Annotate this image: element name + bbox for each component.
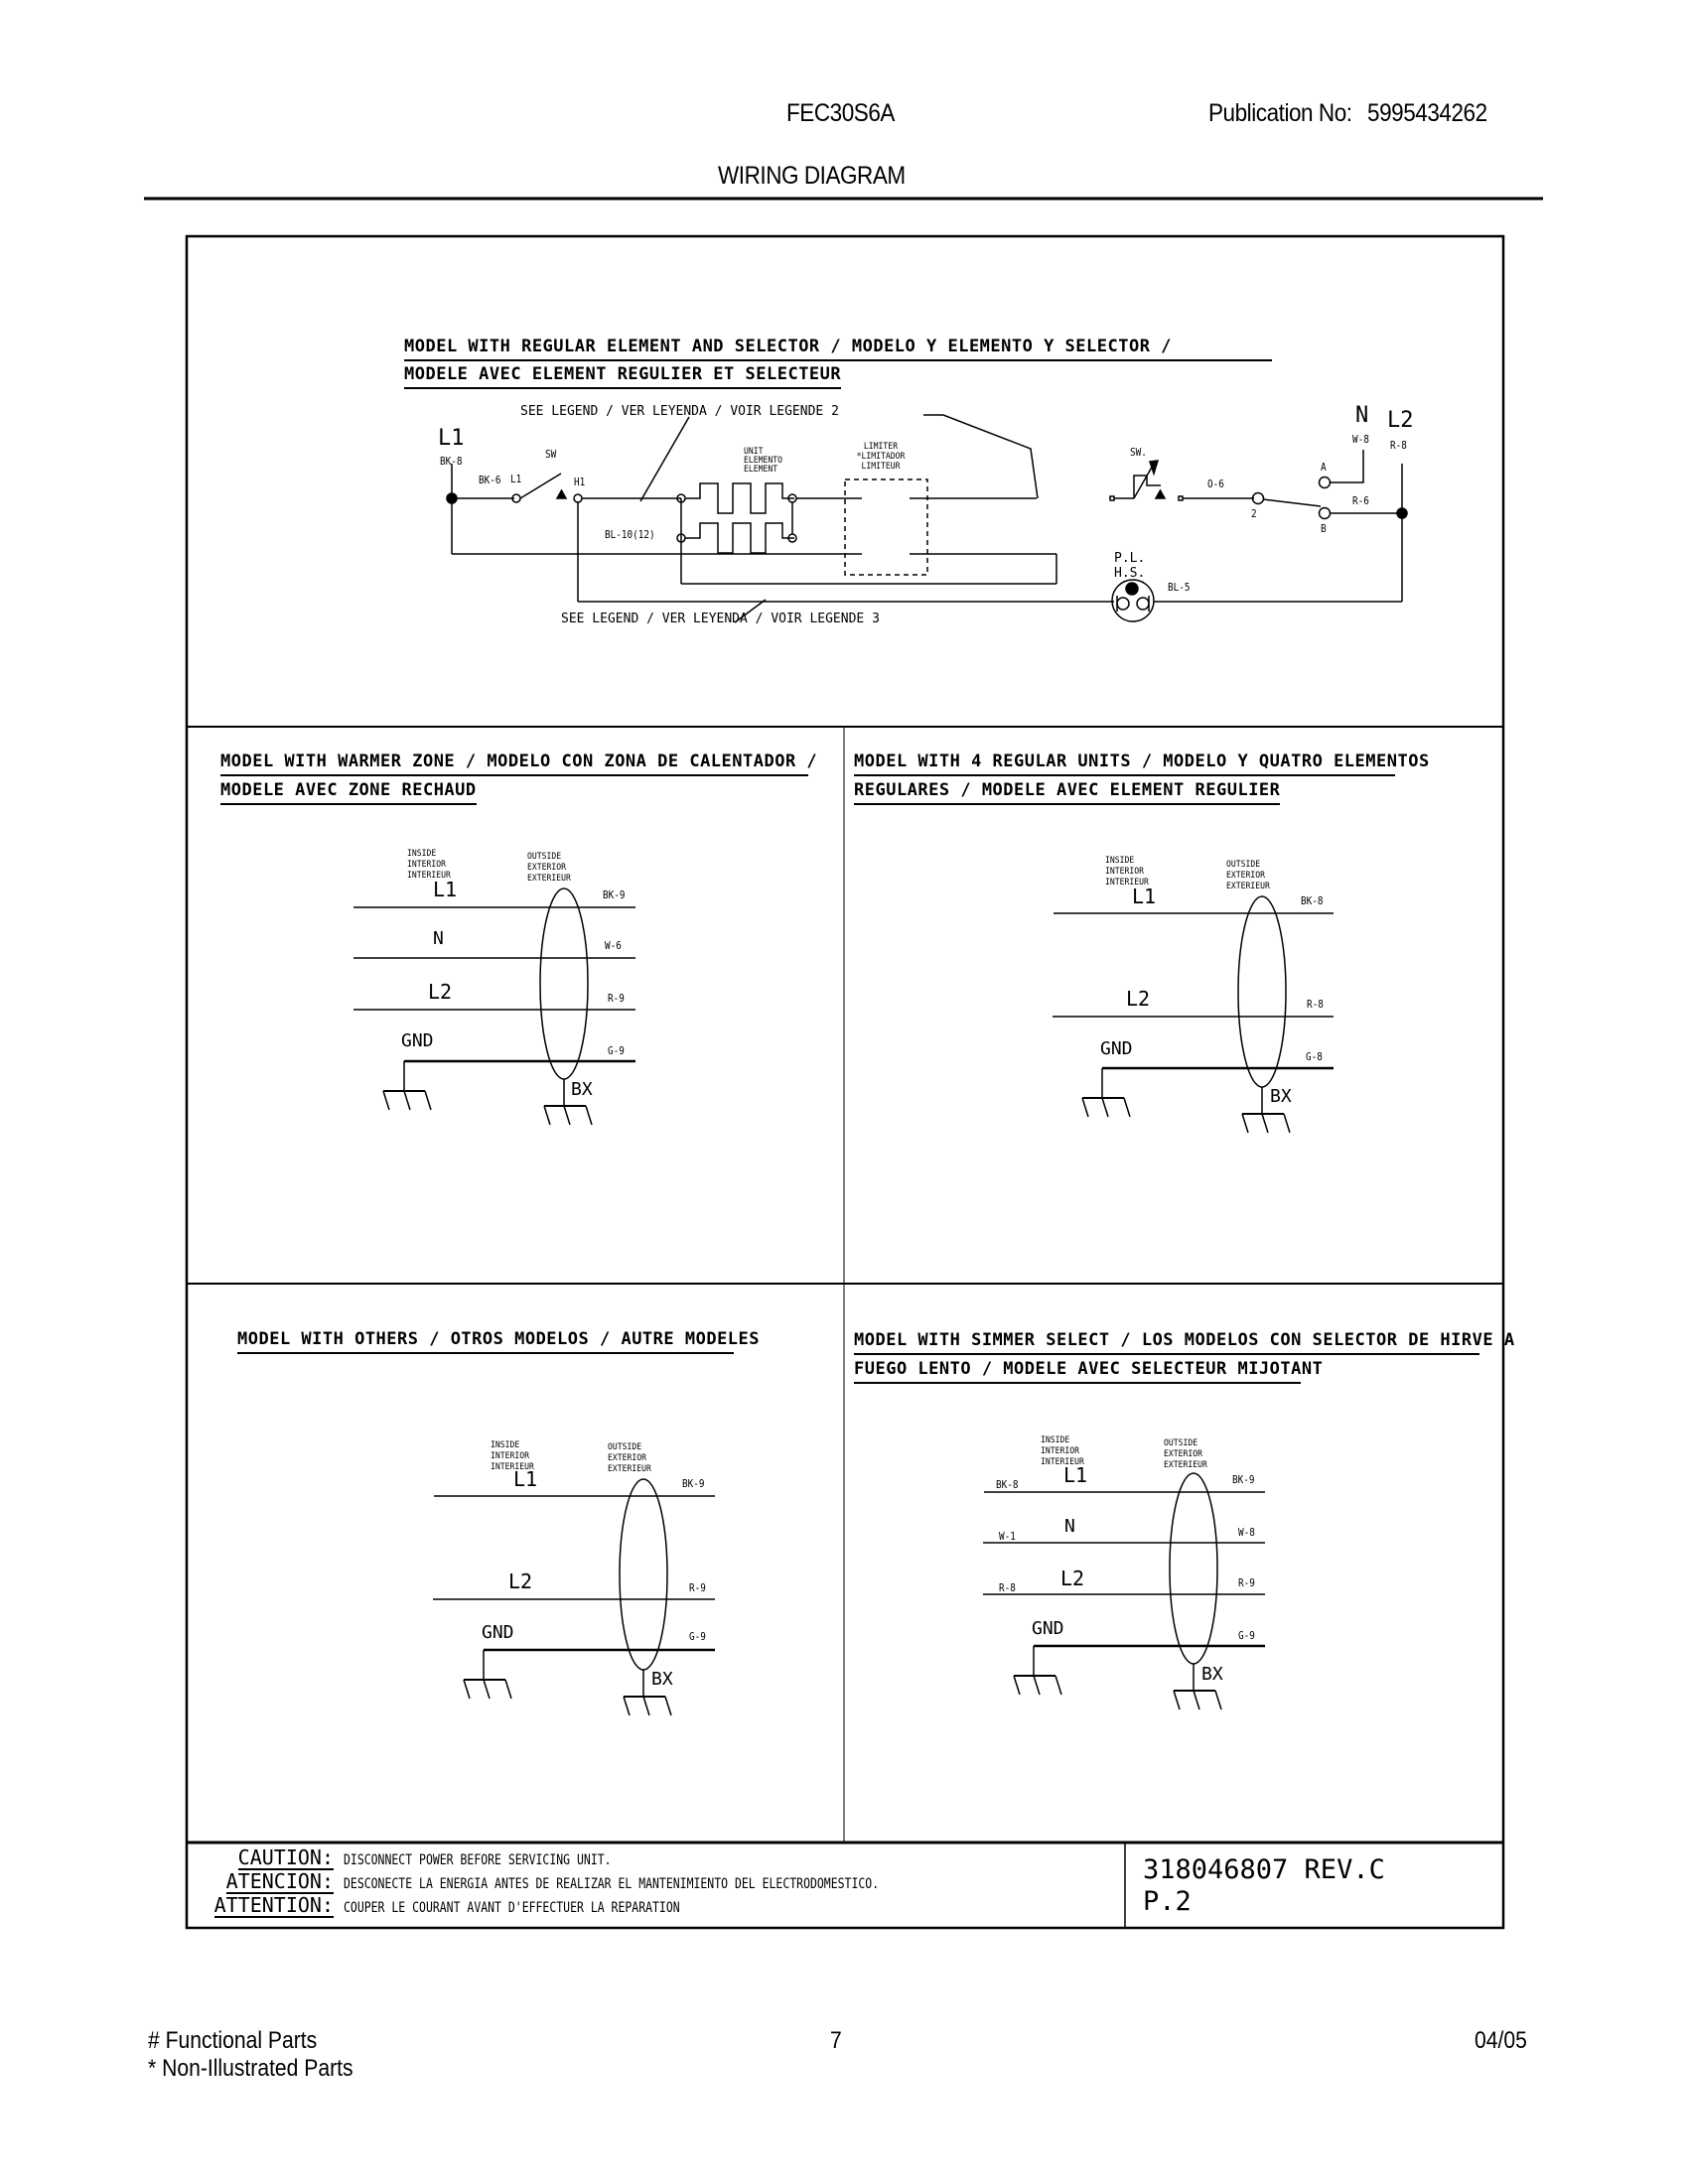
label-bl5: BL-5 — [1168, 581, 1191, 594]
simmer-bk8: BK-8 — [996, 1478, 1019, 1491]
outside-fr: EXTERIEUR — [1164, 1460, 1207, 1470]
four-units-bx: BX — [1270, 1086, 1292, 1107]
four-units-title-line2-text: REGULARES / MODELE AVEC ELEMENT REGULIER — [854, 782, 1280, 805]
label-unit-element — [744, 448, 782, 475]
outside-fr: EXTERIEUR — [527, 874, 571, 884]
publication-label: Publication No: — [1208, 99, 1352, 127]
label-n: N — [1355, 403, 1369, 428]
simmer-title-line2 — [854, 1359, 1324, 1384]
legend-3-note: SEE LEGEND / VER LEYENDA / VOIR LEGENDE 3 — [561, 612, 880, 626]
inside-fr: INTERIEUR — [1041, 1457, 1084, 1467]
label-element: ELEMENT — [744, 465, 778, 475]
simmer-title-line1 — [854, 1330, 1515, 1355]
label-pl: P.L. — [1114, 551, 1146, 566]
outside-es: EXTERIOR — [527, 863, 567, 873]
outside-es: EXTERIOR — [1164, 1449, 1203, 1459]
drawing-page: P.2 — [1143, 1886, 1192, 1917]
label-limiter-en: LIMITER — [863, 442, 899, 452]
four-units-l2: L2 — [1126, 987, 1151, 1011]
main-title-line1-text: MODEL WITH REGULAR ELEMENT AND SELECTOR / MODELO Y ELEMENTO Y SELECTOR / — [404, 339, 1272, 361]
warmer-zone-l1: L1 — [433, 878, 458, 901]
others-gnd: GND — [482, 1622, 514, 1643]
label-limiter — [845, 442, 916, 472]
inside-fr: INTERIEUR — [491, 1462, 534, 1472]
label-r8: R-8 — [1390, 439, 1407, 452]
outside-en: OUTSIDE — [527, 852, 562, 862]
footer-functional-parts: # Functional Parts — [148, 2027, 318, 2054]
outside-en: OUTSIDE — [608, 1442, 642, 1452]
simmer-n: N — [1064, 1516, 1075, 1537]
inside-es: INTERIOR — [1041, 1446, 1080, 1456]
label-o6: O-6 — [1207, 478, 1224, 490]
caution-label-es: ATENCION: — [225, 1869, 334, 1893]
label-terminal-a: A — [1321, 461, 1327, 474]
outside-es: EXTERIOR — [608, 1453, 647, 1463]
label-l1-terminal: L1 — [510, 473, 522, 485]
four-units-title-line1-text: MODEL WITH 4 REGULAR UNITS / MODELO Y QUATRO ELEMENTOS — [854, 753, 1395, 776]
four-units-l1: L1 — [1132, 885, 1157, 908]
label-l1: L1 — [438, 426, 465, 451]
others-title-line1-text: MODEL WITH OTHERS / OTROS MODELOS / AUTRE MODELES — [237, 1331, 734, 1354]
label-bk6: BK-6 — [479, 474, 501, 486]
simmer-l1: L1 — [1063, 1463, 1088, 1487]
main-schematic — [447, 415, 1407, 622]
warmer-zone-bx: BX — [571, 1079, 593, 1100]
label-selector-sw: SW. — [1130, 446, 1147, 459]
four-units-title-line2 — [854, 782, 1280, 805]
simmer-w1: W-1 — [999, 1530, 1016, 1543]
label-w8: W-8 — [1352, 433, 1369, 446]
label-bk8: BK-8 — [440, 455, 463, 468]
caution-text-en: DISCONNECT POWER BEFORE SERVICING UNIT. — [344, 1852, 612, 1868]
outside-es: EXTERIOR — [1226, 871, 1266, 881]
caution-text-es: DESCONECTE LA ENERGIA ANTES DE REALIZAR EL MANTENIMIENTO DEL ELECTRODOMESTICO. — [344, 1876, 880, 1892]
outside-en: OUTSIDE — [1164, 1438, 1198, 1448]
warmer-zone-n: N — [433, 928, 444, 949]
others-bk9: BK-9 — [682, 1477, 705, 1490]
inside-en: INSIDE — [491, 1440, 520, 1450]
warmer-zone-title-line2-text: MODELE AVEC ZONE RECHAUD — [220, 782, 477, 805]
ground-symbol-inside — [383, 1091, 431, 1110]
four-units-r8: R-8 — [1307, 998, 1324, 1011]
inside-es: INTERIOR — [491, 1451, 530, 1461]
inside-en: INSIDE — [407, 849, 437, 859]
warmer-zone-l2: L2 — [428, 980, 453, 1004]
label-unit: UNIT — [744, 447, 764, 457]
others-bx: BX — [651, 1669, 673, 1690]
label-sw: SW — [545, 448, 557, 461]
caution-label-en: CAUTION: — [237, 1845, 334, 1869]
simmer-outside-label — [1164, 1438, 1207, 1471]
simmer-g9: G-9 — [1238, 1629, 1255, 1642]
inside-fr: INTERIEUR — [407, 871, 451, 881]
footer-date: 04/05 — [1475, 2027, 1527, 2054]
label-terminal-2: 2 — [1251, 507, 1257, 520]
label-hs: H.S. — [1114, 566, 1146, 581]
simmer-l2: L2 — [1060, 1567, 1085, 1590]
main-title-line1 — [404, 339, 1272, 361]
inside-es: INTERIOR — [407, 860, 447, 870]
simmer-bx: BX — [1201, 1664, 1223, 1685]
legend-2-note: SEE LEGEND / VER LEYENDA / VOIR LEGENDE 2 — [520, 404, 839, 419]
warmer-zone-g9: G-9 — [608, 1044, 625, 1057]
label-r6: R-6 — [1352, 494, 1369, 507]
simmer-w8: W-8 — [1238, 1526, 1255, 1539]
others-r9: R-9 — [689, 1581, 706, 1594]
label-limiter-fr: LIMITEUR — [861, 462, 901, 472]
warmer-zone-title-line2 — [220, 782, 477, 805]
caution-label-fr: ATTENTION: — [213, 1893, 334, 1917]
outside-fr: EXTERIEUR — [1226, 882, 1270, 891]
publication-number: 5995434262 — [1367, 99, 1487, 127]
ground-symbol-bx — [544, 1106, 592, 1125]
four-units-gnd: GND — [1100, 1038, 1133, 1059]
label-bl10: BL-10(12) — [605, 528, 655, 541]
others-outside-label — [608, 1442, 651, 1475]
warmer-zone-schematic — [353, 888, 635, 1125]
warmer-zone-title-line1-text: MODEL WITH WARMER ZONE / MODELO CON ZONA DE CALENTADOR / — [220, 753, 808, 776]
inside-en: INSIDE — [1041, 1435, 1070, 1445]
inside-fr: INTERIEUR — [1105, 878, 1149, 887]
warmer-zone-r9: R-9 — [608, 992, 625, 1005]
inside-es: INTERIOR — [1105, 867, 1145, 877]
warmer-zone-title-line1 — [220, 751, 818, 776]
others-title-line1 — [237, 1329, 761, 1354]
label-l2: L2 — [1387, 408, 1414, 433]
label-h1: H1 — [574, 476, 586, 488]
outside-en: OUTSIDE — [1226, 860, 1261, 870]
model-number: FEC30S6A — [786, 99, 895, 127]
simmer-gnd: GND — [1032, 1618, 1064, 1639]
main-title-line2 — [404, 366, 841, 389]
warmer-zone-outside-label — [527, 852, 571, 885]
four-units-bk8: BK-8 — [1301, 894, 1324, 907]
outside-fr: EXTERIEUR — [608, 1464, 651, 1474]
footer-non-illustrated: * Non-Illustrated Parts — [148, 2055, 353, 2082]
caution-text-fr: COUPER LE COURANT AVANT D'EFFECTUER LA REPARATION — [344, 1900, 680, 1916]
footer-page-number: 7 — [830, 2027, 842, 2054]
section-title: WIRING DIAGRAM — [718, 162, 906, 190]
outer-frame — [187, 236, 1503, 1928]
simmer-r8: R-8 — [999, 1581, 1016, 1594]
others-g9: G-9 — [689, 1630, 706, 1643]
drawing-number: 318046807 REV.C — [1143, 1854, 1385, 1885]
others-l2: L2 — [508, 1570, 533, 1593]
label-elemento: ELEMENTO — [744, 456, 783, 466]
simmer-title-line1-text: MODEL WITH SIMMER SELECT / LOS MODELOS CON SELECTOR DE HIRVE A — [854, 1332, 1479, 1355]
warmer-zone-bk9: BK-9 — [603, 888, 626, 901]
simmer-bk9: BK-9 — [1232, 1473, 1255, 1486]
four-units-g8: G-8 — [1306, 1050, 1323, 1063]
simmer-title-line2-text: FUEGO LENTO / MODELE AVEC SELECTEUR MIJOTANT — [854, 1361, 1301, 1384]
main-title-line2-text: MODELE AVEC ELEMENT REGULIER ET SELECTEUR — [404, 366, 841, 389]
label-limiter-es: *LIMITADOR — [856, 452, 906, 462]
inside-en: INSIDE — [1105, 856, 1135, 866]
others-l1: L1 — [513, 1467, 538, 1491]
four-units-outside-label — [1226, 860, 1270, 892]
label-terminal-b: B — [1321, 522, 1327, 535]
warmer-zone-w6: W-6 — [605, 939, 622, 952]
simmer-r9: R-9 — [1238, 1576, 1255, 1589]
four-units-title-line1 — [854, 751, 1430, 776]
warmer-zone-gnd: GND — [401, 1030, 434, 1051]
